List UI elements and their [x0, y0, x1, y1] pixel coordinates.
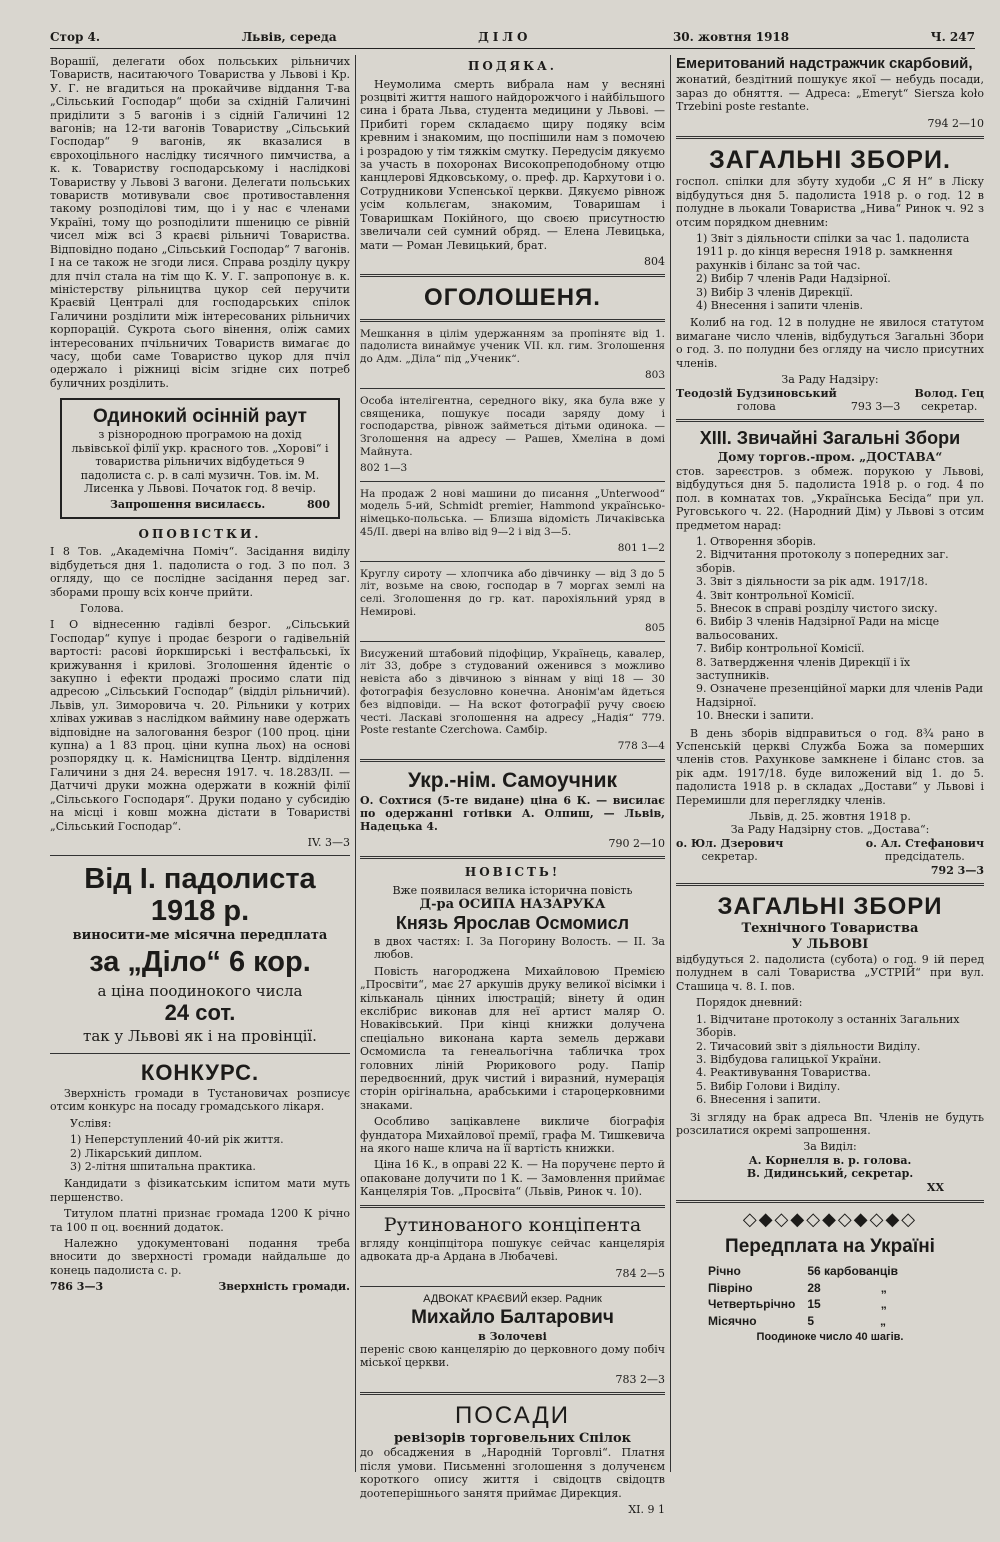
konkurs-num: 786 3—3	[50, 1280, 104, 1294]
zb2-num: 792 3—3	[930, 863, 984, 877]
page-header	[50, 26, 975, 49]
list-item: 1. Відчитане протоколу з останніх Загальних Зборів.	[696, 1012, 960, 1040]
samouch-title: Укр.-нім. Самоучник	[407, 768, 618, 792]
zb3-list	[676, 1013, 984, 1107]
zb1-title: ЗАГАЛЬНІ ЗБОРИ.	[709, 145, 951, 174]
list-item: 4. Реактивування Товариства.	[696, 1066, 871, 1080]
kon-num: 784 2—5	[615, 1266, 665, 1280]
list-item: 5. Вибір Голови і Виділу.	[696, 1079, 841, 1093]
news-heading: НОВІСТЬ!	[464, 865, 561, 880]
zb2-text: стов. зареєстров. з обмеж. порукою у Львові, відбудуться дня 5. падолиста 1918 р. о год. 4 по пол. в комнатах тов. „Українська Бесіда“ при ул. Руговського ч. 22. (Народний Дім) у Львові з отсим предметом нарад:	[676, 464, 984, 532]
thanks-heading: ПОДЯКА.	[468, 59, 557, 73]
zb1-sig-2: Волод. Гец	[914, 386, 984, 400]
zb1-board: За Раду Надзіру:	[781, 373, 879, 387]
ads-heading: ОГОЛОШЕНЯ.	[424, 284, 601, 312]
column-divider	[670, 55, 671, 1472]
pp-label: Четвертьрічно	[708, 1297, 796, 1312]
konkurs-text-3: Титулом платні признає громада 1200 К річно та 100 п оц. воєнний додаток.	[50, 1207, 350, 1234]
column-1	[50, 55, 350, 1294]
column-2	[360, 55, 665, 1519]
ad-1-num: 803	[644, 368, 665, 381]
list-item: 2) Вибір 7 членів Ради Надзірної.	[696, 272, 891, 286]
zb3-sig-2: В. Дидинський, секретар.	[746, 1167, 914, 1181]
thanks-num: 804	[644, 254, 665, 268]
article-intro: Ворашії, делегати обох польських рільничих Товариств, наситаючого Товариства у Львові і Кр. У. Г. не вгадиться на прокайчиве віддання Т-ва „Сільський Господар“ щоби за східній Галичині приділити з 5 вагонів і з сідній Галичині 12 вагонів; на 12-ти вагонів Товариству „Сільський Господар“ 9 вагонів, як вказалися в єврохоцільного наслідку тисячного пимчиства, а к. к. Товариству господарському і наслідкові Товариству у Львові 3 вагони. Делегати польських товариств мотивували своє противоставлення такому розподілові тим, що і у нас є членами Україні, тому що розподілити пшеницю се рівній чисел між всі 3 краєві рільничі Товариства. Відповідно подано „Сільський Господар“ 7 вагонів. І на се також не згоди лися. Справа розділу цукру для пчіл стала на тім що К. У. Г. запропонує в. к. міністерству рільництва цукор сей перучити Краєвій Централі для господарських спілок Галичини розділити між інтересованих рільничих корпорацій. Сукрота сього вінення, оліж самих інтересованих пчільничих Товариств вимагає до часу, щоби саме Товариство цукор для пчіл одержало і ріжниці вісім згідне сих потреб буличних розділить.	[50, 55, 350, 390]
adv-text: переніс свою канцелярію до церковного дому побіч міської церкви.	[360, 1343, 665, 1370]
zb3-num: XX	[926, 1180, 944, 1194]
news-parts: в двох частях: І. За Погорину Волость. — ІІ. За любов.	[374, 934, 665, 962]
news-text-2: Особливо зацікавлене викличе біографія фундатора Михайлової премії, графа М. Тишкевича на якого наше клича на її вартість книжки.	[360, 1115, 665, 1156]
konkurs-cond: Услівя:	[70, 1116, 112, 1130]
notice-1-sig: Голова.	[80, 602, 124, 616]
posady-sub: ревізорів торговельних Спілок	[393, 1430, 632, 1446]
adv-name: Михайло Балтарович	[411, 1307, 614, 1329]
list-item: 1) Звіт з діяльности спілки за час 1. падолиста 1911 р. до кінця вересня 1918 р. замкнення рахунків і біланс за той час.	[696, 232, 970, 272]
raut-num: 800	[307, 498, 330, 512]
sub-line-4: а ціна поодинокого числа	[97, 981, 303, 1000]
list-item: 3. Звіт з діяльности за рік адм. 1917/18.	[696, 575, 928, 589]
news-sub: Вже появилася велика історична повість	[392, 883, 633, 897]
adv-city: в Золочеві	[478, 1329, 547, 1343]
zb1-list	[676, 232, 984, 312]
zb2-sig-2-role: предсідатель.	[885, 850, 965, 864]
raut-ad-box	[60, 398, 340, 519]
list-item: 2) Лікарський диплом.	[70, 1146, 203, 1160]
header-date: 30. жовтня 1918	[672, 29, 790, 44]
list-item: 4) Внесення і запити членів.	[696, 299, 863, 313]
ad-1: Мешкання в цілім удержанням за пропінятє від 1. падолиста винаймує ученик VII. кл. гим. Зголошення до Адм. „Діла“ під „Ученик“.	[360, 327, 665, 366]
notice-1: І 8 Тов. „Академічна Поміч“. Засідання виділу відбудеться дня 1. падолиста о год. 3 по пол. 3 огляду, що се послідне засідання перед заг. зборами прошу всіх конче прийти.	[50, 545, 350, 599]
notice-2-num: IV. 3—3	[307, 835, 350, 849]
column-divider	[355, 55, 356, 1472]
news-author: Д-ра ОСИПА НАЗАРУКА	[419, 897, 606, 913]
zb2-sig-1-role: секретар.	[701, 850, 758, 864]
lost-num: 794 2—10	[927, 116, 984, 130]
pp-value: 56 карбованців	[807, 1264, 899, 1279]
zb3-order: Порядок дневний:	[696, 996, 803, 1010]
adv-line-1: АДВОКАТ КРАЄВИЙ екзер. Радник	[423, 1293, 602, 1306]
zb1-num: 793 3—3	[850, 399, 901, 413]
masthead-title: ДІЛО	[478, 29, 532, 44]
list-item: 7. Вибір контрольної Комісії.	[696, 642, 865, 656]
zb2-org: Дому торгов.-пром. „ДОСТАВА“	[717, 450, 943, 465]
zb2-list	[676, 535, 984, 723]
ditto-mark: „	[880, 1313, 887, 1328]
list-item: 1) Неперступлений 40-ий рік життя.	[70, 1133, 284, 1147]
table-row	[708, 1264, 908, 1279]
ad-3: На продаж 2 нові машини до писання „Unterwood“ модель 5-ий, Schmidt premier, Hammond українсько-німецько-польська. — Близша відомість Личаківська 45/II. двері на вліво від 9—2 і від 3—5.	[360, 487, 665, 538]
zb1-sig-1: Теодозій Будзиновський	[676, 386, 837, 400]
page-number: Стор 4.	[50, 29, 101, 44]
list-item: 5. Внесок в справі розділу чистого зиску.	[696, 601, 938, 615]
posady-title: ПОСАДИ	[454, 1402, 571, 1430]
list-item: 10. Внески і запити.	[696, 709, 814, 723]
ornament-border-icon: ◇◆◇◆◇◆◇◆◇◆◇	[742, 1208, 918, 1230]
zb2-title: ХІІІ. Звичайні Загальні Збори	[699, 428, 961, 449]
list-item: 4. Звіт контрольної Комісії.	[696, 588, 855, 602]
zb1-text-2: Колиб на год. 12 в полудне не явилося статутом вимагане число членів, відбудуться Загальні Збори о год. 3. по полудни без огляду на число присутних членів.	[676, 316, 984, 370]
pp-value: 15	[807, 1297, 821, 1312]
zb3-text-2: Зі згляду на брак адреса Вп. Членів не будуть розсилатися окремі запрошення.	[676, 1110, 984, 1137]
raut-footer: Запрошення висилаєсь.	[110, 498, 266, 512]
zb1-signatures	[676, 387, 984, 414]
posady-num: ХІ. 9 1	[628, 1503, 665, 1517]
issue-number: Ч. 247	[930, 29, 975, 44]
zb2-sig-2: о. Ал. Стефанович	[865, 836, 984, 850]
raut-text: з різнородною програмою на дохід львівської філії укр. красного тов. „Хорові“ і товариства рільничих відбудеться 9 падолиста с. р. в салі музичн. Тов. ім. М. Лисенка у Львові. Початок год. 8 вечір.	[71, 428, 329, 495]
zb2-text-2: В день зборів відправиться о год. 8¾ рано в Успенській церкві Служба Божа за померших членів стов. Рахункове замкнене і біланс стов. за рік адм. 1917/18. буде виложений від 1. до 5. падолиста 1918 р. в складах „Достави“ у Львові і Перемишли для переглядку членів.	[676, 726, 984, 807]
notices-heading: ОПОВІСТКИ.	[138, 526, 262, 541]
kon-text: вгляду конціпцітора пошукує сейчас канцелярія адвоката др-а Ардана в Любачеві.	[360, 1236, 665, 1264]
ad-2-num: 802 1—3	[360, 461, 408, 474]
zb3-org: Технічного Товариства	[741, 921, 919, 937]
zb3-text: відбудуться 2. падолиста (субота) о год. 9 ій перед полуднем в салі Товариства „УСТРІЙ“ при вул. Сташица ч. 8. І. пов.	[676, 953, 984, 993]
table-row	[708, 1281, 908, 1296]
samouch-num: 790 2—10	[608, 836, 665, 850]
pp-value: 5	[807, 1313, 815, 1328]
zb2-date: Львів, д. 25. жовтня 1918 р.	[749, 810, 911, 824]
ditto-mark: „	[880, 1297, 887, 1312]
pp-label: Місячно	[708, 1313, 757, 1328]
ad-4-num: 805	[644, 621, 665, 634]
zb3-sig-1: А. Корнелля в. р. голова.	[748, 1153, 912, 1167]
samouch-text: О. Сохтися (5-те видане) ціна 6 К. — висилає по одержанні готівки А. Олпиш, — Львів, Надецька 4.	[360, 793, 665, 834]
subscription-ad	[50, 864, 350, 1045]
sub-line-2: виносити-ме місячна передплата	[72, 928, 328, 944]
konkurs-list	[50, 1133, 350, 1173]
kon-title: Рутинованого концiпента	[383, 1213, 642, 1236]
ad-5-num: 778 3—4	[617, 740, 665, 753]
zb2-board: За Раду Надзірну стов. „Достава“:	[730, 823, 930, 837]
sub-line-6: так у Львові як і на провінції.	[83, 1026, 317, 1045]
column-3	[676, 55, 984, 1344]
konkurs-text: Зверхність громади в Тустановичах розписує отсим конкурс на посаду громадського лікаря.	[50, 1086, 350, 1114]
list-item: 1. Отворення зборів.	[696, 534, 817, 548]
posady-text: до обсаджения в „Народній Торговлі“. Платня після умови. Письменні зголошення з долученєм короткого опису життя і свідоцтв свідоцтв доотеперішнього занятя приймає Дирекция.	[360, 1446, 665, 1500]
pp-table	[706, 1262, 910, 1331]
zb1-sig-2-role: секретар.	[921, 399, 978, 413]
sub-line-1: Від І. падолиста 1918 р.	[84, 863, 316, 928]
pp-single: Поодиноке число 40 шагів.	[756, 1330, 904, 1343]
zb3-title: ЗАГАЛЬНІ ЗБОРИ	[717, 893, 943, 921]
konkurs-sig: Зверхність громади.	[218, 1280, 350, 1294]
zb2-sig-1: о. Юл. Дзерович	[676, 836, 784, 850]
pp-label: Річно	[708, 1264, 741, 1279]
ad-5: Висужений штабовий підофіцир, Українець, кавалер, літ 33, добре з студований оженився з можливо невіста або з дівчиною з віннам у віці 18 — 30 фотографія безусловно конечна. Анонім'ам йдеться без відповіди. — На вскот фотографії ручу своєю честі. Ласкаві зголошення на адресу „Надія“ 779. Poste restante Czerchowa. Самбір.	[360, 647, 665, 737]
raut-title: Одинокий осінній раут	[93, 406, 307, 428]
zb2-signatures	[676, 837, 984, 864]
pp-value: 28	[807, 1280, 821, 1295]
zb1-text: госпол. спілки для збуту худоби „С Я Н“ в Ліску відбудуться дня 5. падолиста 1918 р. о год. 12 в полудне в льокали Товариства „Нива“ Ринок ч. 92 з отсим порядком дневним:	[676, 175, 984, 229]
pp-title: Передплата на Україні	[725, 1235, 935, 1257]
sub-line-3: за „Діло“ 6 кор.	[89, 945, 311, 978]
notice-2: І О віднесенню гадівлі безрог. „Сільський Господар“ купує і продає безроги о гадівельній вартості: расові йоркширські і вестфальські, їх крижування і крилові. Зголошення йдентіє о закупно і ефекти продажі просимо слати під адресою „Сільський Господар“ (відділ рільничий). Львів, ул. Зиморовича ч. 20. Рільники у котрих хлівах уживав з наслідком ваймину наве одержать відповідне на залоговання безрог (100 проц. ціни купна) а 1 83 проц. ціни купна льох) на основі розпорядку ц. к. Намісництва Центр. відділення Галичини з дня 24. вересня 1917. ч. 18.283/II. — Датчичі друки можна одержати в кожній філії „Сільського Господаря“. Друки подано у субсидію на місці і ковш можна дістати в Товаристві „Сільський Господар“.	[50, 618, 350, 833]
list-item: 2. Відчитання протоколу з попередних заг. зборів.	[696, 548, 949, 575]
news-text: Повість нагороджена Михайловою Премією „Просвіти“, має 27 аркушів друку великої вісімки і кільканаль цінних ілюстрацій; вінету й один екслібрис виконав для неї артист маляр О. Новаківський. При кінці книжки долучена спеціально виконана карта земель держави Осмомисла та генеальогічна табличка трох головних ліній Рюрикового роду. Папір передвоєнний, друк чистий і виразний, нумерація сторін орігінальна, арабськими і староцерковними знаками.	[360, 964, 665, 1112]
zb1-sig-1-role: голова	[737, 399, 776, 413]
ad-2: Особа інтелігентна, середного віку, яка була вже у священика, пошукує посади заряду дому і господарства, рівнож займеться дітьми одинока. — Зголошення на адресу — Рашев, Хмеліна в домі Майнута.	[360, 394, 665, 458]
list-item: 3. Відбудова галицької України.	[696, 1052, 882, 1066]
pp-label: Півріно	[708, 1280, 753, 1295]
thanks-text: Неумолима смерть вибрала нам у весняні розцвіті життя нашого найдорожчого і найбільшого сина і брата Льва, студента медицини у Львові. — Прибиті горем складаємо щиру подяку всім кревним і знакомим, що поспішили нам з помочею і розрадою у тім тяжкім смутку. Передусім дякуємо за участь в похоронах Високопреподобному отцю канцлерові Ядковському, о. преф. др. Кархутови і о. Сотрудникови Успенської церкви. Дякуємо рівнож усім кольлєгам, знакомим, Товаришам і Товаришкам Покійного, що своєю присутностю звеличали сей сумний обряд. — Елена Левицька, мати — Роман Левицький, брат.	[360, 77, 665, 252]
konkurs-title: КОНКУРС.	[140, 1060, 260, 1086]
lost-title: Емеритований надстражчик скарбовий,	[676, 55, 973, 72]
zb3-city: У ЛЬВОВІ	[791, 937, 869, 953]
ditto-mark: „	[880, 1280, 887, 1295]
list-item: 6. Внесення і запити.	[696, 1093, 821, 1107]
list-item: 3) Вибір 3 членів Дирекції.	[696, 285, 853, 299]
lost-text: жонатий, бездітний пошукує якої — небудь посади, зараз до обняття. — Адреса: „Emeryt“ Siersza koło Trzebini poste restante.	[676, 73, 984, 114]
ad-3-num: 801 1—2	[617, 541, 665, 554]
header-city-day: Львів, середа	[241, 29, 337, 44]
sub-line-5: 24 сот.	[164, 999, 236, 1025]
list-item: 6. Вибір 3 членів Надзірної Ради на місце вальосованих.	[696, 615, 940, 642]
list-item: 9. Означене презенційної марки для членів Ради Надзірної.	[696, 682, 984, 709]
table-row	[708, 1314, 908, 1329]
zb3-board: За Виділ:	[803, 1140, 857, 1154]
list-item: 2. Тичасовий звіт з діяльности Виділу.	[696, 1039, 921, 1053]
ad-4: Круглу сироту — хлопчика або дівчинку — від 3 до 5 літ, возьме на свою, господар в 7 моргах землі на селі. Зголошення до гр. кат. парохіяльний уряд в Немирові.	[360, 567, 665, 618]
list-item: 8. Затвердження членів Дирекції і їх заступників.	[696, 655, 911, 682]
konkurs-text-2: Кандидати з фізикатським іспитом мати муть першенство.	[50, 1177, 350, 1204]
adv-num: 783 2—3	[615, 1372, 665, 1386]
list-item: 3) 2-літня шпитальна практика.	[70, 1159, 256, 1173]
konkurs-text-4: Належно удокументовані подання треба вносити до зверхності громади найдальше до конець падолиста с. р.	[50, 1236, 350, 1277]
news-text-3: Ціна 16 К., в оправі 22 К. — На порученє перто й опаковане долучити по 1 К. — Замовлення приймає Канцелярія Тов. „Просвіта“ (Львів, Ринок ч. 10).	[360, 1158, 665, 1199]
news-book: Князь Ярослав Осмомисл	[395, 913, 630, 934]
table-row	[708, 1297, 908, 1312]
